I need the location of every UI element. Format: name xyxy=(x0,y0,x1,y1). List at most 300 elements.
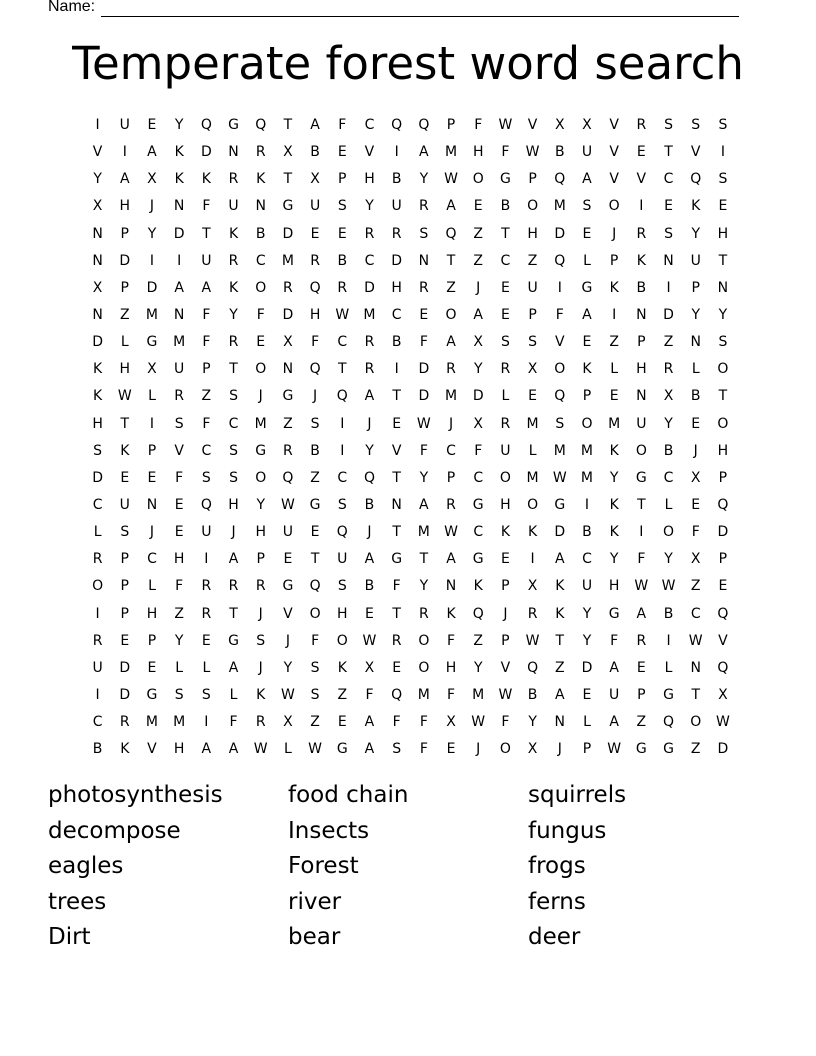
grid-letter: M xyxy=(553,198,566,215)
name-blank-line xyxy=(101,2,739,17)
grid-letter: C xyxy=(337,469,348,486)
grid-letter: C xyxy=(364,252,375,269)
grid-letter: H xyxy=(364,171,375,188)
grid-letter: X xyxy=(690,551,701,568)
grid-letter: A xyxy=(446,334,456,351)
grid-letter: N xyxy=(228,144,239,161)
grid-letter: H xyxy=(717,442,729,459)
grid-letter: O xyxy=(690,714,702,731)
grid-letter: E xyxy=(147,469,157,486)
word-list-item: photosynthesis xyxy=(48,782,223,808)
grid-letter: C xyxy=(663,469,674,486)
grid-letter: C xyxy=(92,496,103,513)
grid-letter: G xyxy=(499,171,511,188)
grid-letter: L xyxy=(528,442,537,459)
grid-letter: R xyxy=(418,605,429,622)
grid-letter: F xyxy=(202,306,211,323)
grid-letter: D xyxy=(92,469,103,486)
grid-letter: E xyxy=(691,415,701,432)
grid-letter: M xyxy=(281,252,294,269)
grid-letter: Q xyxy=(200,117,212,133)
grid-letter: D xyxy=(581,659,593,676)
grid-letter: M xyxy=(417,686,430,703)
grid-letter: G xyxy=(635,469,647,486)
grid-letter: K xyxy=(228,225,239,242)
grid-letter: P xyxy=(202,361,211,378)
grid-letter: O xyxy=(418,659,430,676)
grid-letter: X xyxy=(147,361,157,378)
grid-letter: P xyxy=(582,388,592,405)
grid-letter: A xyxy=(554,686,565,703)
grid-letter: O xyxy=(608,198,620,215)
grid-letter: E xyxy=(609,388,619,405)
grid-letter: B xyxy=(255,225,266,242)
grid-letter: X xyxy=(283,334,293,351)
grid-letter: A xyxy=(310,117,320,133)
grid-letter: S xyxy=(201,686,211,703)
grid-letter: K xyxy=(555,578,565,595)
grid-letter: P xyxy=(256,551,265,568)
grid-letter: X xyxy=(283,144,293,161)
grid-letter: Q xyxy=(663,714,675,731)
grid-letter: P xyxy=(120,225,129,242)
grid-letter: R xyxy=(500,361,511,378)
grid-letter: K xyxy=(691,198,701,215)
grid-letter: R xyxy=(92,632,103,649)
grid-letter: F xyxy=(419,442,428,459)
grid-letter: H xyxy=(309,306,321,323)
grid-letter: C xyxy=(201,442,212,459)
grid-letter: C xyxy=(500,252,511,269)
grid-letter: Z xyxy=(446,279,456,296)
grid-letter: X xyxy=(92,198,103,215)
grid-letter: X xyxy=(527,741,538,758)
grid-letter: C xyxy=(228,415,239,432)
grid-letter: Q xyxy=(255,117,267,133)
word-list-item: fungus xyxy=(528,817,607,844)
word-list-item: frogs xyxy=(528,853,586,880)
grid-letter: T xyxy=(637,496,646,513)
grid-letter: H xyxy=(445,659,457,676)
grid-letter: T xyxy=(392,605,401,622)
grid-letter: F xyxy=(501,714,510,731)
grid-letter: G xyxy=(635,741,647,758)
grid-letter: R xyxy=(283,442,293,459)
grid-letter: R xyxy=(255,714,266,731)
grid-letter: R xyxy=(527,605,538,622)
grid-letter: G xyxy=(581,279,593,296)
grid-letter: R xyxy=(228,578,239,595)
grid-letter: P xyxy=(120,578,129,595)
grid-letter: Z xyxy=(636,714,647,731)
grid-letter: O xyxy=(717,415,729,432)
grid-letter: L xyxy=(202,659,211,676)
grid-letter: Y xyxy=(582,605,592,622)
grid-letter: X xyxy=(473,415,484,432)
grid-letter: R xyxy=(446,361,456,378)
grid-letter: U xyxy=(609,686,620,703)
grid-letter: C xyxy=(446,442,456,459)
grid-letter: I xyxy=(639,198,644,215)
grid-letter: Y xyxy=(664,551,673,568)
grid-letter: F xyxy=(447,686,456,703)
word-list xyxy=(48,779,768,957)
grid-letter: Q xyxy=(717,659,729,676)
grid-letter: B xyxy=(310,144,320,161)
grid-letter: T xyxy=(718,388,728,405)
grid-letter: C xyxy=(92,714,103,731)
grid-letter: F xyxy=(338,117,347,133)
grid-letter: E xyxy=(500,551,510,568)
grid-letter: H xyxy=(146,605,158,622)
grid-letter: I xyxy=(149,415,155,432)
grid-letter: Z xyxy=(174,605,184,622)
grid-letter: U xyxy=(201,252,212,269)
grid-letter: Y xyxy=(473,361,483,378)
grid-letter: G xyxy=(608,605,620,622)
grid-letter: N xyxy=(255,198,266,215)
grid-letter: S xyxy=(256,632,266,649)
grid-letter: K xyxy=(555,605,565,622)
grid-letter: R xyxy=(364,225,375,242)
grid-letter: R xyxy=(663,361,674,378)
grid-letter: Z xyxy=(310,714,320,731)
grid-letter: N xyxy=(690,334,701,351)
grid-letter: W xyxy=(498,686,513,703)
grid-letter: M xyxy=(145,714,159,731)
grid-letter: W xyxy=(525,144,540,161)
grid-letter: Z xyxy=(119,306,130,323)
grid-letter: H xyxy=(92,415,103,432)
grid-letter: Q xyxy=(445,225,457,242)
grid-letter: Y xyxy=(419,469,429,486)
grid-letter: W xyxy=(335,306,350,323)
grid-letter: O xyxy=(92,578,104,595)
grid-letter: I xyxy=(394,361,399,378)
grid-letter: W xyxy=(117,388,132,405)
grid-letter: E xyxy=(718,578,728,595)
grid-letter: W xyxy=(607,741,622,758)
grid-letter: X xyxy=(582,117,592,133)
grid-letter: F xyxy=(691,524,700,541)
grid-letter: T xyxy=(283,171,293,188)
grid-letter: E xyxy=(337,225,347,242)
grid-letter: O xyxy=(418,632,430,649)
grid-letter: X xyxy=(690,469,701,486)
grid-letter: E xyxy=(582,225,592,242)
grid-letter: Q xyxy=(391,686,403,703)
grid-letter: M xyxy=(580,469,594,486)
grid-letter: A xyxy=(609,659,619,676)
grid-letter: Z xyxy=(663,334,674,351)
grid-letter: B xyxy=(337,252,348,269)
grid-letter: V xyxy=(554,334,565,351)
grid-letter: O xyxy=(499,469,511,486)
grid-letter: E xyxy=(120,632,130,649)
grid-letter: G xyxy=(472,551,484,568)
grid-letter: E xyxy=(500,279,510,296)
grid-letter: J xyxy=(367,524,372,541)
grid-letter: D xyxy=(717,741,729,758)
grid-letter: S xyxy=(310,659,320,676)
grid-letter: C xyxy=(364,117,375,133)
grid-letter: B xyxy=(92,741,103,758)
grid-letter: I xyxy=(720,144,725,161)
grid-letter: Q xyxy=(554,388,566,405)
grid-letter: Z xyxy=(527,252,538,269)
grid-letter: S xyxy=(691,117,701,133)
grid-letter: B xyxy=(364,578,375,595)
grid-letter: J xyxy=(367,415,372,432)
grid-letter: O xyxy=(255,469,267,486)
grid-letter: F xyxy=(202,334,211,351)
grid-letter: U xyxy=(527,279,538,296)
grid-letter: A xyxy=(419,144,429,161)
grid-letter: F xyxy=(311,334,320,351)
grid-letter: D xyxy=(364,279,375,296)
grid-letter: D xyxy=(146,279,158,296)
grid-letter: F xyxy=(392,578,401,595)
grid-letter: J xyxy=(285,632,290,649)
grid-letter: A xyxy=(473,306,483,323)
grid-letter: L xyxy=(583,252,591,269)
grid-letter: Y xyxy=(473,659,483,676)
grid-letter: A xyxy=(201,279,212,296)
grid-letter: R xyxy=(337,279,348,296)
grid-letter: H xyxy=(228,496,239,513)
grid-letter: B xyxy=(690,388,701,405)
word-list-item: eagles xyxy=(48,853,124,880)
word-list-item: decompose xyxy=(48,817,181,844)
word-list-item: Insects xyxy=(288,817,370,844)
grid-letter: E xyxy=(365,605,374,622)
grid-letter: I xyxy=(204,714,209,731)
grid-letter: K xyxy=(120,741,130,758)
grid-letter: V xyxy=(283,605,293,622)
grid-letter: Q xyxy=(336,524,348,541)
grid-letter: X xyxy=(283,714,293,731)
grid-letter: F xyxy=(229,714,238,731)
grid-letter: X xyxy=(446,714,456,731)
grid-letter: Y xyxy=(365,442,374,459)
grid-letter: M xyxy=(444,388,458,405)
grid-letter: R xyxy=(636,225,647,242)
grid-letter: O xyxy=(527,496,539,513)
word-list-item: bear xyxy=(288,924,341,951)
grid-letter: T xyxy=(310,551,320,568)
grid-letter: G xyxy=(391,551,403,568)
grid-letter: T xyxy=(555,632,565,649)
grid-letter: V xyxy=(636,171,647,188)
grid-letter: E xyxy=(147,117,157,133)
grid-letter: E xyxy=(528,388,538,405)
grid-letter: G xyxy=(282,578,294,595)
grid-letter: N xyxy=(636,388,647,405)
grid-letter: P xyxy=(446,117,456,133)
grid-letter: K xyxy=(174,171,184,188)
grid-letter: U xyxy=(201,524,212,541)
grid-letter: E xyxy=(310,225,320,242)
grid-letter: Y xyxy=(283,659,293,676)
grid-letter: Q xyxy=(418,117,430,133)
grid-letter: S xyxy=(174,415,184,432)
grid-letter: K xyxy=(609,442,619,459)
grid-letter: B xyxy=(663,442,674,459)
grid-letter: C xyxy=(473,524,484,541)
grid-letter: H xyxy=(391,279,402,296)
grid-letter: L xyxy=(583,714,591,731)
grid-letter: M xyxy=(472,686,485,703)
word-list-item: trees xyxy=(48,888,107,915)
grid-letter: S xyxy=(392,741,402,758)
grid-letter: D xyxy=(119,252,131,269)
grid-letter: N xyxy=(92,252,103,269)
grid-letter: K xyxy=(93,361,103,378)
grid-letter: M xyxy=(553,442,566,459)
grid-letter: V xyxy=(92,144,103,161)
grid-letter: R xyxy=(310,252,320,269)
grid-letter: F xyxy=(175,578,184,595)
grid-letter: F xyxy=(365,686,374,703)
grid-letter: S xyxy=(93,442,103,459)
grid-letter: G xyxy=(663,741,674,758)
grid-letter: Y xyxy=(174,632,184,649)
grid-letter: T xyxy=(392,524,401,541)
grid-letter: F xyxy=(610,632,619,649)
grid-letter: C xyxy=(255,252,266,269)
grid-letter: E xyxy=(120,469,130,486)
grid-letter: P xyxy=(637,334,646,351)
grid-letter: M xyxy=(526,415,539,432)
grid-letter: Y xyxy=(664,415,673,432)
grid-letter: E xyxy=(283,551,293,568)
grid-letter: A xyxy=(446,198,456,215)
grid-letter: R xyxy=(500,415,511,432)
grid-letter: T xyxy=(419,551,429,568)
grid-letter: Y xyxy=(718,306,728,323)
grid-letter: Q xyxy=(391,117,403,133)
grid-letter: A xyxy=(554,551,565,568)
grid-letter: B xyxy=(554,144,565,161)
grid-letter: O xyxy=(445,306,457,323)
grid-letter: G xyxy=(282,388,294,405)
grid-letter: W xyxy=(280,496,295,513)
grid-letter: N xyxy=(391,496,402,513)
grid-letter: C xyxy=(147,551,157,568)
grid-letter: L xyxy=(610,361,619,378)
grid-letter: R xyxy=(636,117,647,133)
grid-letter: Y xyxy=(419,171,429,188)
grid-letter: E xyxy=(419,306,429,323)
grid-letter: F xyxy=(175,469,184,486)
grid-letter: B xyxy=(364,496,375,513)
grid-letter: U xyxy=(391,198,402,215)
grid-letter: L xyxy=(501,388,510,405)
grid-letter: H xyxy=(500,496,511,513)
grid-letter: Q xyxy=(554,252,566,269)
grid-letter: K xyxy=(256,171,266,188)
grid-letter: A xyxy=(119,171,130,188)
grid-letter: F xyxy=(392,714,401,731)
grid-letter: F xyxy=(419,741,428,758)
grid-letter: F xyxy=(501,144,510,161)
grid-letter: F xyxy=(202,198,211,215)
grid-letter: U xyxy=(500,442,511,459)
grid-letter: E xyxy=(337,144,347,161)
grid-letter: Z xyxy=(201,388,212,405)
grid-letter: N xyxy=(554,714,566,731)
grid-letter: I xyxy=(204,551,209,568)
word-list-item: ferns xyxy=(528,888,586,915)
grid-letter: I xyxy=(557,279,562,296)
grid-letter: R xyxy=(283,279,293,296)
grid-letter: S xyxy=(555,415,565,432)
grid-letter: X xyxy=(554,117,565,133)
grid-letter: V xyxy=(609,144,619,161)
grid-letter: O xyxy=(635,442,647,459)
grid-letter: E xyxy=(718,198,728,215)
grid-letter: L xyxy=(229,686,238,703)
grid-letter: S xyxy=(664,117,673,133)
grid-letter: C xyxy=(582,551,592,568)
grid-letter: A xyxy=(228,741,239,758)
grid-letter: E xyxy=(473,198,483,215)
grid-letter: N xyxy=(173,198,185,215)
grid-letter: S xyxy=(310,686,320,703)
grid-letter: G xyxy=(282,198,294,215)
grid-letter: K xyxy=(120,442,130,459)
grid-letter: J xyxy=(149,524,155,541)
word-list-item: food chain xyxy=(288,782,409,808)
grid-letter: V xyxy=(527,117,538,133)
grid-letter: T xyxy=(202,225,211,242)
grid-letter: D xyxy=(472,388,484,405)
grid-letter: Q xyxy=(717,496,729,513)
grid-letter: F xyxy=(419,334,428,351)
grid-letter: W xyxy=(362,632,377,649)
grid-letter: F xyxy=(637,551,646,568)
grid-letter: Z xyxy=(473,225,484,242)
grid-letter: U xyxy=(581,144,593,161)
grid-letter: W xyxy=(280,686,295,703)
grid-letter: D xyxy=(173,225,185,242)
grid-letter: W xyxy=(661,578,676,595)
letter-grid xyxy=(84,114,737,765)
grid-letter: J xyxy=(503,605,508,622)
grid-letter: O xyxy=(336,632,348,649)
grid-letter: L xyxy=(148,388,156,405)
grid-letter: N xyxy=(146,496,158,513)
grid-letter: D xyxy=(282,225,294,242)
grid-letter: I xyxy=(639,524,644,541)
grid-letter: A xyxy=(582,171,592,188)
grid-letter: Y xyxy=(256,496,265,513)
grid-letter: V xyxy=(364,144,375,161)
grid-letter: F xyxy=(419,714,428,731)
grid-letter: A xyxy=(419,496,429,513)
grid-letter: S xyxy=(419,225,429,242)
grid-letter: W xyxy=(253,741,268,758)
grid-letter: I xyxy=(530,551,535,568)
grid-letter: P xyxy=(147,632,157,649)
grid-letter: T xyxy=(338,361,347,378)
grid-letter: W xyxy=(308,741,323,758)
grid-letter: P xyxy=(582,741,592,758)
grid-letter: Q xyxy=(309,361,321,378)
grid-letter: M xyxy=(145,306,159,323)
grid-letter: B xyxy=(500,198,511,215)
grid-letter: T xyxy=(229,605,238,622)
